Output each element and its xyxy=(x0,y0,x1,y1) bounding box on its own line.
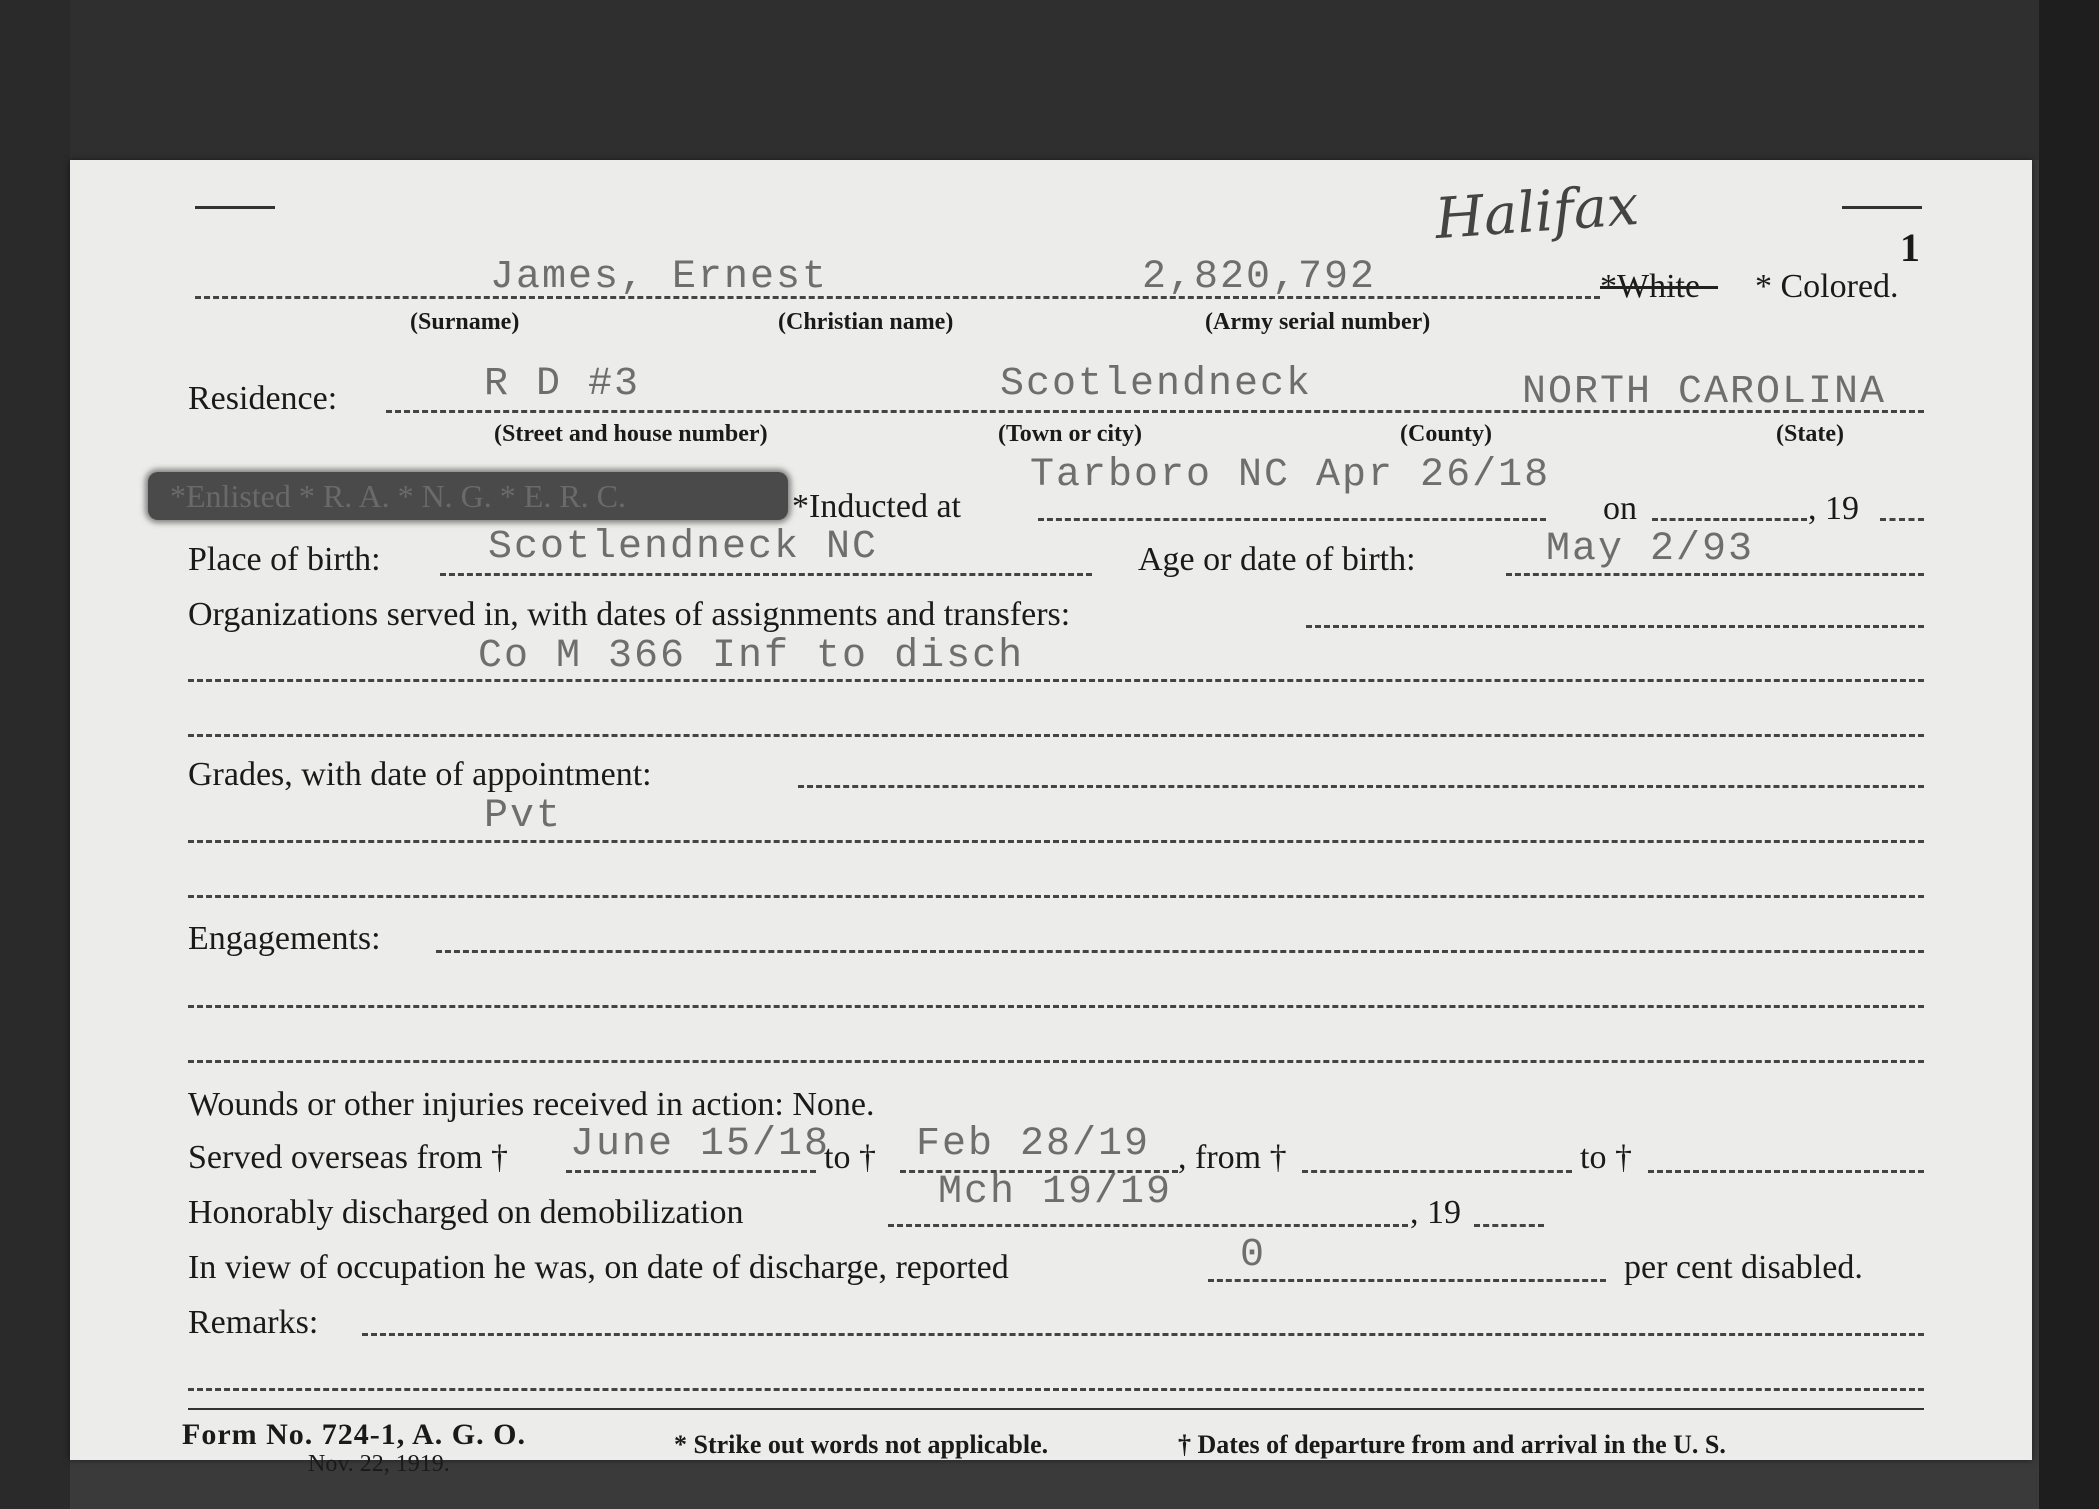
residence-street: R D #3 xyxy=(484,362,641,407)
scan-background-top xyxy=(0,0,2099,160)
overseas-to-date: Feb 28/19 xyxy=(916,1122,1151,1167)
second-from-line xyxy=(1302,1170,1572,1173)
residence-town: Scotlendneck xyxy=(1000,362,1313,407)
overseas-from-date: June 15/18 xyxy=(570,1122,831,1167)
inducted-year-label: , 19 xyxy=(1808,490,1859,527)
overseas-from-line xyxy=(566,1170,816,1173)
second-from-label: , from † xyxy=(1178,1139,1287,1176)
wounds-label: Wounds or other injuries received in action: None. xyxy=(188,1086,875,1123)
top-right-rule xyxy=(1842,206,1922,209)
discharge-date: Mch 19/19 xyxy=(938,1170,1173,1215)
disabled-line xyxy=(1208,1279,1606,1282)
grades-line-1 xyxy=(798,785,1924,788)
handwritten-county: Halifax xyxy=(1432,172,1641,253)
remarks-line-2 xyxy=(188,1388,1924,1391)
place-of-birth-label: Place of birth: xyxy=(188,541,381,578)
second-to-label: to † xyxy=(1580,1139,1632,1176)
inducted-label: *Inducted at xyxy=(792,488,961,525)
discharge-line xyxy=(888,1224,1408,1227)
caption-street: (Street and house number) xyxy=(494,421,768,447)
white-option-struck: *White xyxy=(1600,268,1701,305)
caption-town: (Town or city) xyxy=(998,421,1142,447)
enlisted-options-struck: *Enlisted * R. A. * N. G. * E. R. C. xyxy=(170,478,627,514)
inducted-line xyxy=(1038,518,1546,521)
army-serial-number: 2,820,792 xyxy=(1142,255,1377,300)
birth-place-value: Scotlendneck NC xyxy=(488,525,879,570)
discharge-year-line xyxy=(1474,1224,1544,1227)
residence-state: NORTH CAROLINA xyxy=(1522,370,1887,415)
caption-state: (State) xyxy=(1776,421,1844,447)
form-date: Nov. 22, 1919. xyxy=(308,1451,450,1477)
remarks-label: Remarks: xyxy=(188,1304,319,1341)
on-label: on xyxy=(1603,490,1637,527)
induction-place-date: Tarboro NC Apr 26/18 xyxy=(1030,453,1551,498)
birth-place-line xyxy=(440,573,1092,576)
discharge-label: Honorably discharged on demobilization xyxy=(188,1194,744,1231)
caption-county: (County) xyxy=(1400,421,1493,447)
caption-army-serial: (Army serial number) xyxy=(1205,309,1431,335)
scan-background-left xyxy=(0,0,70,1509)
discharge-year-label: , 19 xyxy=(1410,1194,1461,1231)
age-label: Age or date of birth: xyxy=(1138,541,1416,578)
scan-background-right xyxy=(2039,0,2099,1509)
org-line-2 xyxy=(188,679,1924,682)
grades-label: Grades, with date of appointment: xyxy=(188,756,652,793)
disabled-percent-value: 0 xyxy=(1240,1233,1267,1278)
form-number: Form No. 724-1, A. G. O. xyxy=(182,1418,526,1451)
soldier-name: James, Ernest xyxy=(490,255,829,300)
organizations-label: Organizations served in, with dates of assignments and transfers: xyxy=(188,596,1071,633)
birth-date-value: May 2/93 xyxy=(1546,527,1755,572)
overseas-to-label: to † xyxy=(824,1139,876,1176)
card-number: 1 xyxy=(1900,225,1920,270)
engagements-line-2 xyxy=(188,1005,1924,1008)
on-line xyxy=(1652,518,1807,521)
service-record-card xyxy=(70,160,2032,1477)
year-line xyxy=(1880,518,1924,521)
organizations-value: Co M 366 Inf to disch xyxy=(478,634,1025,679)
engagements-label: Engagements: xyxy=(188,920,381,957)
org-line-1 xyxy=(1306,625,1924,628)
name-line xyxy=(195,296,1600,299)
grades-line-2 xyxy=(188,840,1924,843)
white-strikethrough xyxy=(1600,286,1718,289)
second-to-line xyxy=(1648,1170,1924,1173)
occupation-label: In view of occupation he was, on date of discharge, reported xyxy=(188,1249,1009,1286)
engagements-line-1 xyxy=(436,950,1924,953)
percent-disabled-label: per cent disabled. xyxy=(1624,1249,1863,1286)
org-line-3 xyxy=(188,734,1924,737)
footnote-strike-out: * Strike out words not applicable. xyxy=(674,1430,1049,1459)
colored-option: * Colored. xyxy=(1755,268,1899,305)
served-overseas-label: Served overseas from † xyxy=(188,1139,509,1176)
birth-date-line xyxy=(1506,573,1924,576)
caption-christian-name: (Christian name) xyxy=(778,309,954,335)
footnote-dates: † Dates of departure from and arrival in the U. S. xyxy=(1178,1430,1726,1459)
remarks-line-1 xyxy=(362,1333,1924,1336)
residence-label: Residence: xyxy=(188,380,338,417)
grades-value: Pvt xyxy=(484,794,563,839)
footer-rule xyxy=(188,1408,1924,1410)
top-left-rule xyxy=(195,206,275,209)
grades-line-3 xyxy=(188,895,1924,898)
engagements-line-3 xyxy=(188,1060,1924,1063)
caption-surname: (Surname) xyxy=(410,309,520,335)
